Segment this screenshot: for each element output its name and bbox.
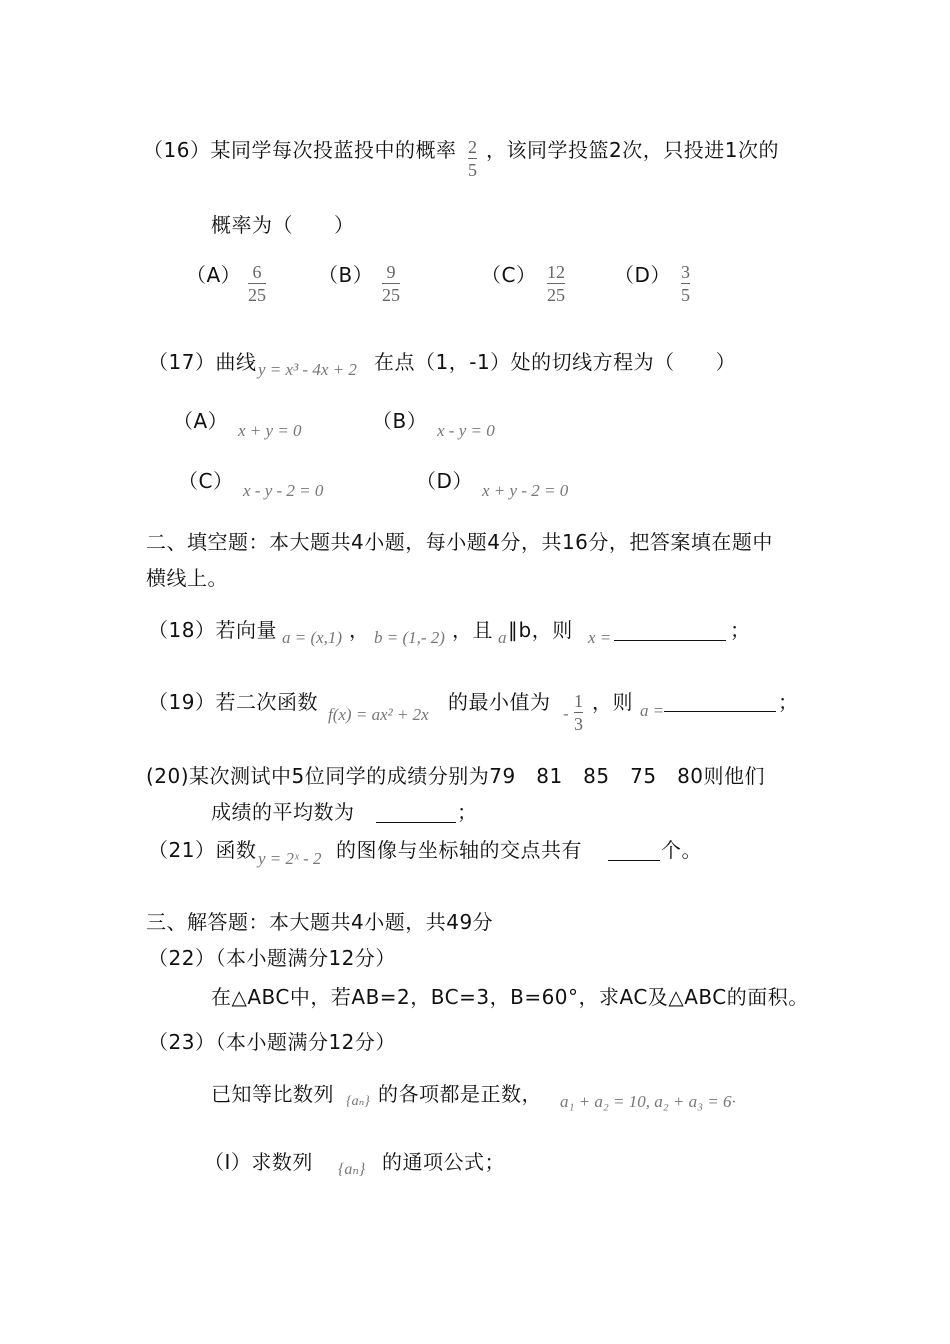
q23-header: （23）（本小题满分12分） [148, 1030, 396, 1054]
q17-option-a-label: （A） [173, 409, 229, 433]
q16-line2: 概率为（ ） [211, 213, 355, 237]
q16-option-a-label: （A） [186, 263, 242, 287]
q19-end: ； [778, 690, 799, 714]
fraction-numerator: 3 [681, 262, 690, 282]
q17-option-d-expr: x + y - 2 = 0 [482, 481, 569, 500]
q23-part1: （Ⅰ）求数列 [204, 1150, 313, 1174]
q18-a-letter: a [498, 628, 507, 647]
q23-sequence: {aₙ} [346, 1094, 370, 1109]
q22-body: 在△ABC中，若AB=2，BC=3，B=60°，求AC及△ABC的面积。 [211, 985, 809, 1009]
q19-mid: 的最小值为 [448, 690, 551, 714]
fraction-denominator: 3 [574, 714, 583, 734]
q17-option-b-label: （B） [372, 409, 428, 433]
fraction-numerator: 12 [547, 262, 565, 282]
q19-function: f(x) = ax² + 2x [328, 705, 429, 724]
q18-vector-b: b = (1,- 2) [374, 628, 445, 647]
q20-end: ； [457, 800, 478, 824]
q16-option-d-fraction [681, 262, 690, 305]
fraction-numerator: 1 [574, 691, 583, 711]
q16-option-d-label: （D） [614, 263, 671, 287]
q21-end: 个。 [661, 838, 702, 862]
q16-option-c-label: （C） [481, 263, 537, 287]
q17-lead: （17）曲线 [148, 350, 257, 374]
q18-x-eq: x = [588, 628, 612, 647]
q18-end: ； [730, 618, 751, 642]
section2-heading-cont: 横线上。 [146, 566, 228, 590]
q16-lead: （16）某同学每次投蓝投中的概率 [143, 138, 457, 162]
q18-mid2: ∥b，则 [508, 618, 573, 642]
fraction-bar [382, 283, 400, 284]
q21-lead: （21）函数 [148, 838, 257, 862]
fraction-denominator: 5 [681, 285, 690, 305]
q16-option-b-label: （B） [318, 263, 374, 287]
q23-sequence-2: {aₙ} [338, 1161, 366, 1178]
q16-option-c-fraction [547, 262, 565, 305]
q21-tail: 的图像与坐标轴的交点共有 [336, 838, 582, 862]
fraction-denominator: 25 [248, 285, 266, 305]
q17-option-c-label: （C） [178, 469, 234, 493]
q18-vector-a: a = (x,1) [282, 628, 343, 647]
fraction-bar [248, 283, 266, 284]
fraction-bar [574, 712, 583, 713]
q18-answer-blank[interactable] [614, 640, 726, 641]
q17-option-c-expr: x - y - 2 = 0 [243, 481, 324, 500]
fraction-bar [681, 283, 690, 284]
q19-answer-blank[interactable] [664, 711, 776, 712]
q21-answer-blank[interactable] [608, 860, 660, 861]
q20-line2: 成绩的平均数为 [211, 800, 355, 824]
q17-option-d-label: （D） [416, 469, 473, 493]
q16-probability-fraction [468, 137, 477, 180]
q22-header: （22）（本小题满分12分） [148, 946, 396, 970]
section2-heading: 二、填空题：本大题共4小题，每小题4分，共16分，把答案填在题中 [146, 530, 773, 554]
fraction-bar [547, 283, 565, 284]
fraction-numerator: 6 [252, 262, 262, 282]
q17-curve-formula: y = x³ - 4x + 2 [258, 360, 357, 379]
q17-tail: 在点（1，-1）处的切线方程为（ ） [374, 350, 737, 374]
q20-answer-blank[interactable] [376, 822, 456, 823]
q21-function: y = 2ˣ - 2 [258, 849, 322, 868]
q18-lead: （18）若向量 [148, 618, 277, 642]
q16-option-a-fraction [248, 262, 266, 305]
fraction-bar [468, 158, 477, 159]
q18-mid1: ，且 [452, 618, 493, 642]
q19-minus: - [563, 704, 569, 723]
q23-part1-tail: 的通项公式； [382, 1150, 505, 1174]
q19-lead: （19）若二次函数 [148, 690, 318, 714]
fraction-numerator: 9 [386, 262, 396, 282]
q16-option-b-fraction [382, 262, 400, 305]
q20-line1: (20)某次测试中5位同学的成绩分别为79 81 85 75 80则他们 [146, 764, 766, 788]
q18-comma: ， [349, 618, 370, 642]
q23-condition: a₁ + a₂ = 10, a₂ + a₃ = 6· [560, 1092, 736, 1111]
fraction-denominator: 5 [468, 160, 477, 180]
section3-heading: 三、解答题：本大题共4小题，共49分 [146, 910, 494, 934]
q16-tail: ，该同学投篮2次，只投进1次的 [486, 138, 779, 162]
q23-line1b: 的各项都是正数， [378, 1082, 542, 1106]
q19-mid2: ，则 [592, 690, 633, 714]
q17-option-a-expr: x + y = 0 [238, 421, 302, 440]
q17-option-b-expr: x - y = 0 [437, 421, 495, 440]
fraction-numerator: 2 [468, 137, 477, 157]
fraction-denominator: 25 [382, 285, 400, 305]
q19-min-fraction [574, 691, 583, 734]
fraction-denominator: 25 [547, 285, 565, 305]
q19-a-eq: a = [640, 701, 665, 720]
q23-line1: 已知等比数列 [211, 1082, 334, 1106]
